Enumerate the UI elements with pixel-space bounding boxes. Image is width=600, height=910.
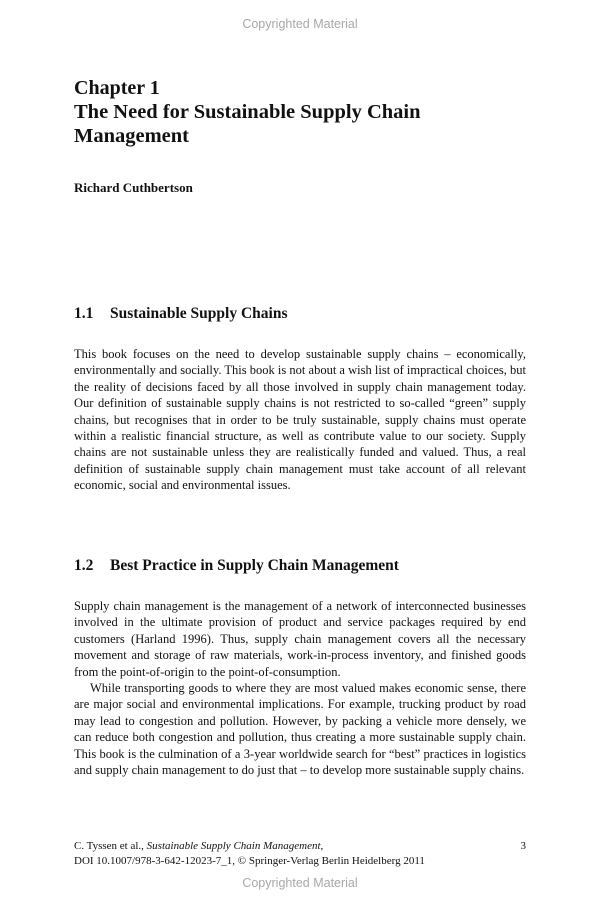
paragraph: While transporting goods to where they are most valued makes economic sense, there are major social and environmental implications. For example, trucking product by road may lead to congestion and pollution. However, by packing a vehicle more densely, we can reduce both congestion and pollution, thus creating a more sustainable supply chain. This book is the culmination of a 3-year worldwide search for “best” practices in logistics and supply chain management to do just that – to develop more sustainable supply chains. [74, 681, 526, 778]
citation-authors: C. Tyssen et al., [74, 840, 147, 852]
citation-book-title: Sustainable Supply Chain Management [146, 840, 321, 852]
paragraph: Supply chain management is the management of a network of interconnected businesses involved in the ultimate provision of product and service packages required by end customers (Harland 1996). Thus, supply chain management covers all the necessary movement and storage of raw materials, work-in-process inventory, and finished goods from the point-of-origin to the point-of-consumption. [74, 599, 526, 679]
section-number: 1.2 [74, 557, 94, 574]
section-number: 1.1 [74, 305, 94, 322]
paragraph: This book focuses on the need to develop sustainable supply chains – economically, environmentally and socially. This book is not about a wish list of impractical choices, but the reality of decisions faced by all those involved in supply chain management today. Our definition of sustainable supply chains is not restricted to so-called “green” supply chains, but recognises that in order to be truly sustainable, supply chains must operate within a realistic financial structure, as well as contribute value to our society. Supply chains are not sustainable unless they are realistically funded and valued. Thus, a real definition of sustainable supply chain management must take account of all relevant economic, social and environmental issues. [74, 347, 526, 493]
section-heading-2 [74, 557, 399, 575]
section-heading-1 [74, 305, 287, 323]
citation-line [74, 839, 526, 854]
page-footer [74, 839, 526, 869]
chapter-number: Chapter 1 [74, 77, 160, 99]
section-title: Sustainable Supply Chains [110, 305, 288, 322]
watermark-top: Copyrighted Material [242, 17, 358, 31]
doi-line: DOI 10.1007/978-3-642-12023-7_1, © Springer-Verlag Berlin Heidelberg 2011 [74, 855, 425, 867]
watermark-bottom: Copyrighted Material [242, 876, 358, 890]
chapter-title: The Need for Sustainable Supply Chain Management [74, 101, 421, 147]
section-title: Best Practice in Supply Chain Management [110, 557, 399, 574]
citation-separator: , [320, 840, 324, 852]
chapter-author: Richard Cuthbertson [74, 180, 193, 195]
page-number: 3 [520, 840, 526, 852]
